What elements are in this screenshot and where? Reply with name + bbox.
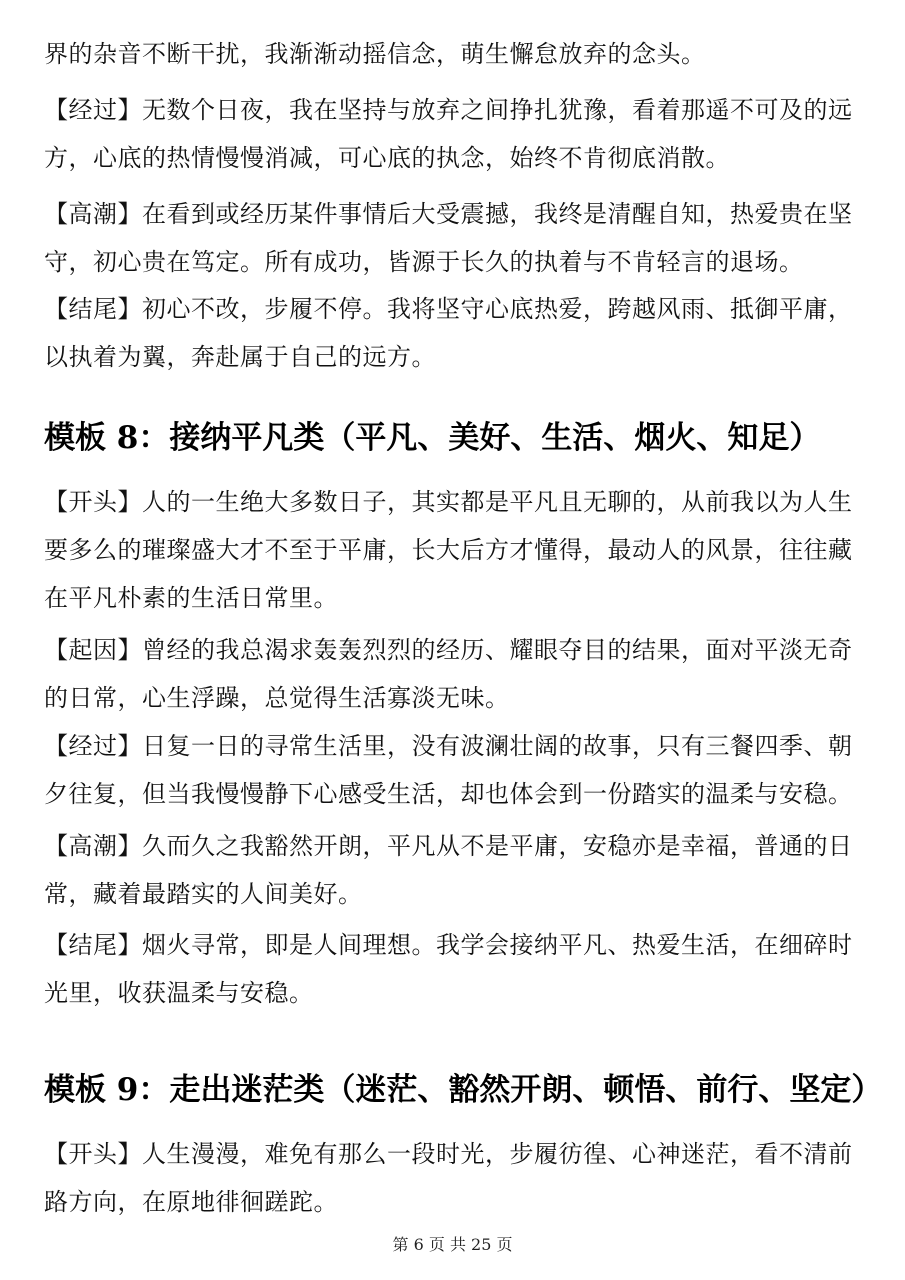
paragraph-qiyin: 【起因】曾经的我总渴求轰轰烈烈的经历、耀眼夺目的结果，面对平淡无奇的日常，心生浮躁，总觉得生活寡淡无味。: [44, 636, 853, 712]
paragraph-gaochao: 【高潮】久而久之我豁然开朗，平凡从不是平庸，安稳亦是幸福，普通的日常，藏着最踏实的人间美好。: [44, 832, 853, 908]
section-heading-template-9: 模板 9：走出迷茫类（迷茫、豁然开朗、顿悟、前行、坚定）: [44, 1072, 883, 1108]
paragraph-jingguo: 【经过】日复一日的寻常生活里，没有波澜壮阔的故事，只有三餐四季、朝夕往复，但当我慢慢静下心感受生活，却也体会到一份踏实的温柔与安稳。: [44, 732, 853, 808]
paragraph-jingguo: 【经过】无数个日夜，我在坚持与放弃之间挣扎犹豫，看着那遥不可及的远方，心底的热情慢慢消减，可心底的执念，始终不肯彻底消散。: [44, 96, 853, 172]
paragraph-continuation: 界的杂音不断干扰，我渐渐动摇信念，萌生懈怠放弃的念头。: [44, 40, 706, 68]
paragraph-kaitou: 【开头】人的一生绝大多数日子，其实都是平凡且无聊的，从前我以为人生要多么的璀璨盛大才不至于平庸，长大后方才懂得，最动人的风景，往往藏在平凡朴素的生活日常里。: [44, 488, 853, 612]
paragraph-gaochao: 【高潮】在看到或经历某件事情后大受震撼，我终是清醒自知，热爱贵在坚守，初心贵在笃定。所有成功，皆源于长久的执着与不肯轻言的退场。: [44, 200, 853, 276]
paragraph-jiewei: 【结尾】初心不改，步履不停。我将坚守心底热爱，跨越风雨、抵御平庸，以执着为翼，奔赴属于自己的远方。: [44, 295, 853, 371]
section-heading-template-8: 模板 8：接纳平凡类（平凡、美好、生活、烟火、知足）: [44, 420, 821, 456]
paragraph-kaitou: 【开头】人生漫漫，难免有那么一段时光，步履彷徨、心神迷茫，看不清前路方向，在原地徘徊蹉跎。: [44, 1140, 853, 1216]
page-number: 第 6 页 共 25 页: [392, 1235, 513, 1254]
paragraph-jiewei: 【结尾】烟火寻常，即是人间理想。我学会接纳平凡、热爱生活，在细碎时光里，收获温柔与安稳。: [44, 931, 853, 1007]
